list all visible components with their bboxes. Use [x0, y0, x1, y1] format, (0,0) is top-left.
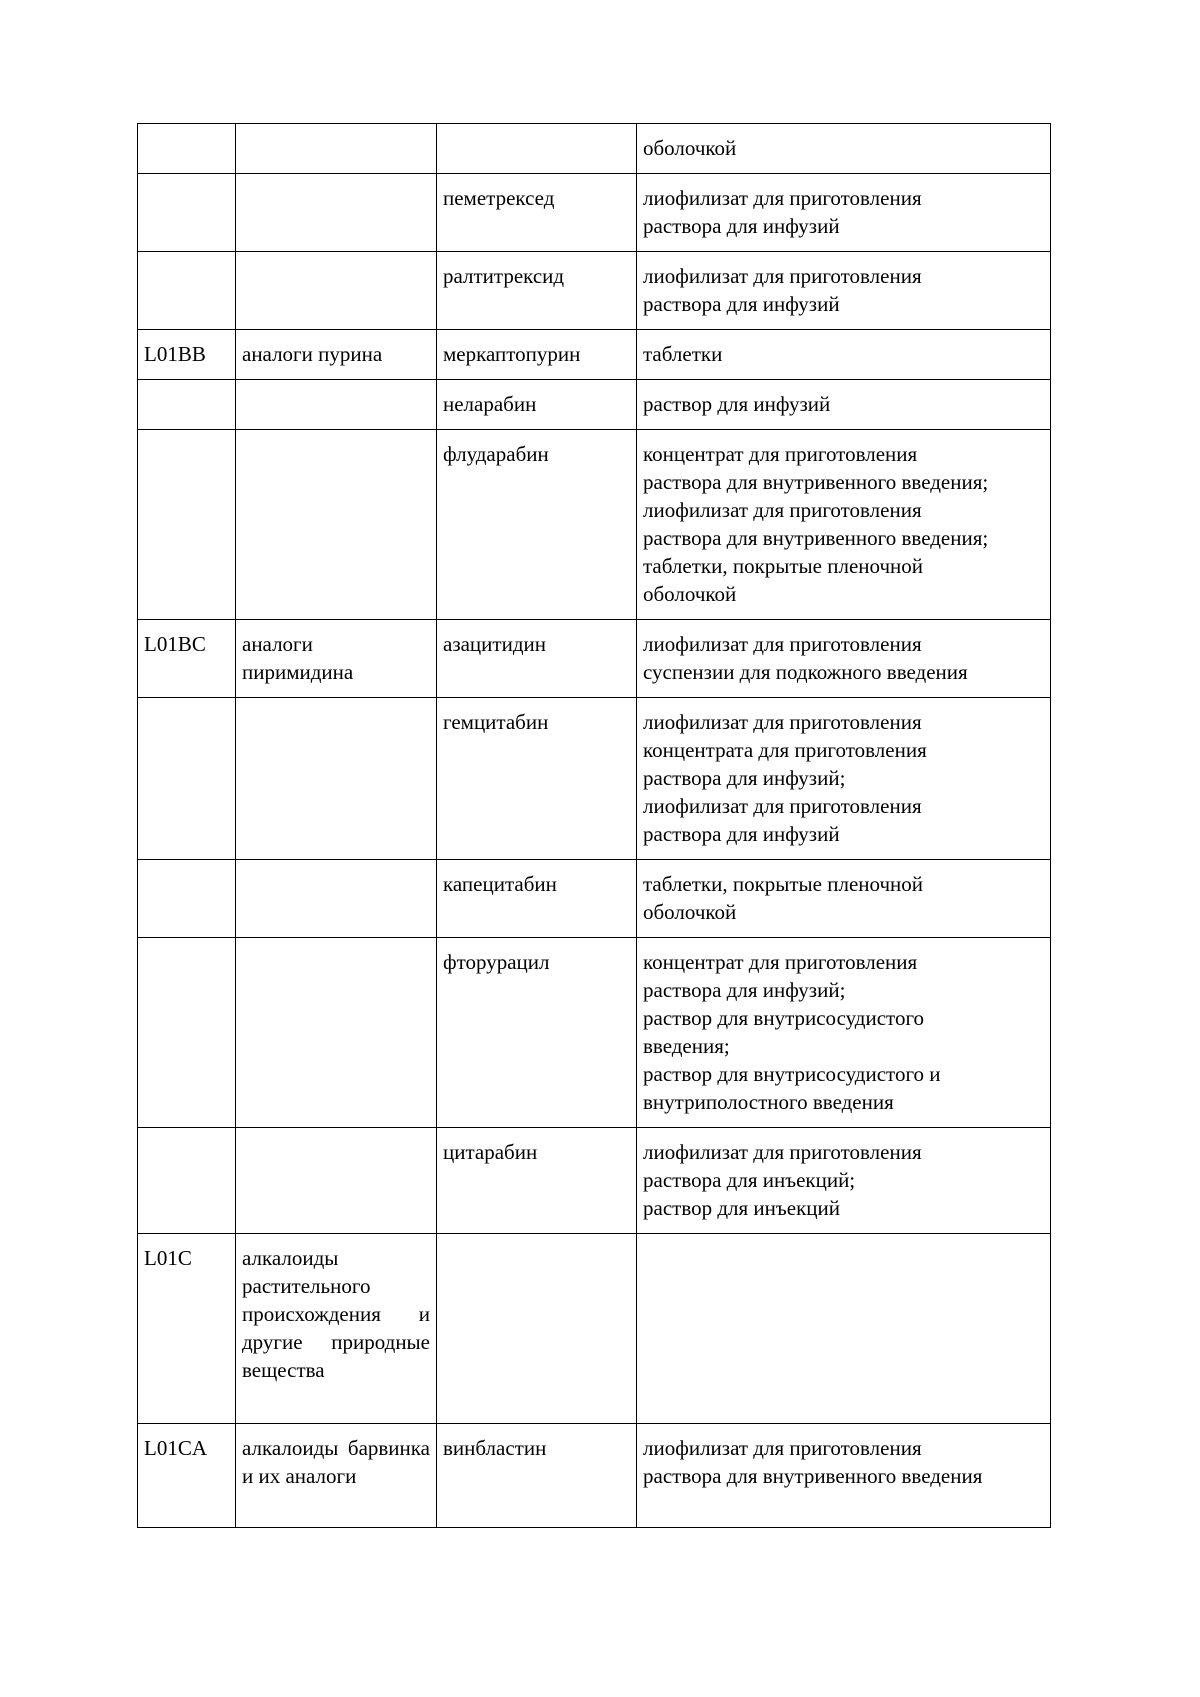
- atc-code-cell: [138, 698, 236, 860]
- drug-name-cell: ралтитрексид: [437, 252, 637, 330]
- table-row: [138, 938, 1051, 1128]
- dosage-form-cell: лиофилизат для приготовления раствора для инъекций; раствор для инъекций: [637, 1128, 1051, 1234]
- dosage-form-cell: оболочкой: [637, 124, 1051, 174]
- dosage-form-cell: раствор для инфузий: [637, 380, 1051, 430]
- dosage-form-cell: таблетки: [637, 330, 1051, 380]
- dosage-form-cell: [637, 1234, 1051, 1424]
- drug-name-cell: фторурацил: [437, 938, 637, 1128]
- group-cell: аналоги пиримидина: [236, 620, 437, 698]
- dosage-form-cell: лиофилизат для приготовления концентрата для приготовления раствора для инфузий; лиофилизат для приготовления раствора для инфузий: [637, 698, 1051, 860]
- dosage-form-cell: лиофилизат для приготовления раствора для инфузий: [637, 252, 1051, 330]
- atc-code-cell: [138, 860, 236, 938]
- atc-code-cell: [138, 1128, 236, 1234]
- drug-name-cell: винбластин: [437, 1424, 637, 1528]
- drug-name-cell: неларабин: [437, 380, 637, 430]
- dosage-form-cell: лиофилизат для приготовления раствора для внутривенного введения: [637, 1424, 1051, 1528]
- table-row: [138, 174, 1051, 252]
- atc-code-cell: [138, 430, 236, 620]
- drug-name-cell: гемцитабин: [437, 698, 637, 860]
- group-cell: [236, 1128, 437, 1234]
- group-cell: алкалоиды растительного происхождения и другие природные вещества: [236, 1234, 437, 1424]
- drug-name-cell: меркаптопурин: [437, 330, 637, 380]
- group-cell: [236, 698, 437, 860]
- dosage-form-cell: лиофилизат для приготовления раствора для инфузий: [637, 174, 1051, 252]
- group-cell: алкалоиды барвинка и их аналоги: [236, 1424, 437, 1528]
- table-row: [138, 620, 1051, 698]
- drug-name-cell: пеметрексед: [437, 174, 637, 252]
- table-row: [138, 124, 1051, 174]
- table-row: [138, 430, 1051, 620]
- drug-name-cell: флударабин: [437, 430, 637, 620]
- group-cell: [236, 938, 437, 1128]
- atc-code-cell: [138, 938, 236, 1128]
- group-cell: [236, 174, 437, 252]
- atc-code-cell: L01C: [138, 1234, 236, 1424]
- atc-code-cell: [138, 174, 236, 252]
- atc-code-cell: [138, 252, 236, 330]
- group-cell: [236, 860, 437, 938]
- table-row: [138, 380, 1051, 430]
- drug-name-cell: [437, 1234, 637, 1424]
- group-cell: аналоги пурина: [236, 330, 437, 380]
- group-cell: [236, 252, 437, 330]
- drug-name-cell: [437, 124, 637, 174]
- dosage-form-cell: концентрат для приготовления раствора для инфузий; раствор для внутрисосудистого введения; раствор для внутрисосудистого и внутриполостного введения: [637, 938, 1051, 1128]
- drug-name-cell: цитарабин: [437, 1128, 637, 1234]
- dosage-form-cell: лиофилизат для приготовления суспензии для подкожного введения: [637, 620, 1051, 698]
- table-row: [138, 252, 1051, 330]
- dosage-form-cell: концентрат для приготовления раствора для внутривенного введения; лиофилизат для приготовления раствора для внутривенного введения; таблетки, покрытые пленочной оболочкой: [637, 430, 1051, 620]
- atc-code-cell: L01CA: [138, 1424, 236, 1528]
- drug-name-cell: капецитабин: [437, 860, 637, 938]
- table-row: [138, 1128, 1051, 1234]
- table-row: [138, 1424, 1051, 1528]
- table-row: [138, 1234, 1051, 1424]
- atc-code-cell: [138, 124, 236, 174]
- dosage-form-cell: таблетки, покрытые пленочной оболочкой: [637, 860, 1051, 938]
- group-cell: [236, 430, 437, 620]
- drug-name-cell: азацитидин: [437, 620, 637, 698]
- atc-code-cell: L01BB: [138, 330, 236, 380]
- table-row: [138, 698, 1051, 860]
- medication-table: [137, 123, 1051, 1528]
- atc-code-cell: L01BC: [138, 620, 236, 698]
- atc-code-cell: [138, 380, 236, 430]
- table-row: [138, 860, 1051, 938]
- group-cell: [236, 124, 437, 174]
- table-row: [138, 330, 1051, 380]
- group-cell: [236, 380, 437, 430]
